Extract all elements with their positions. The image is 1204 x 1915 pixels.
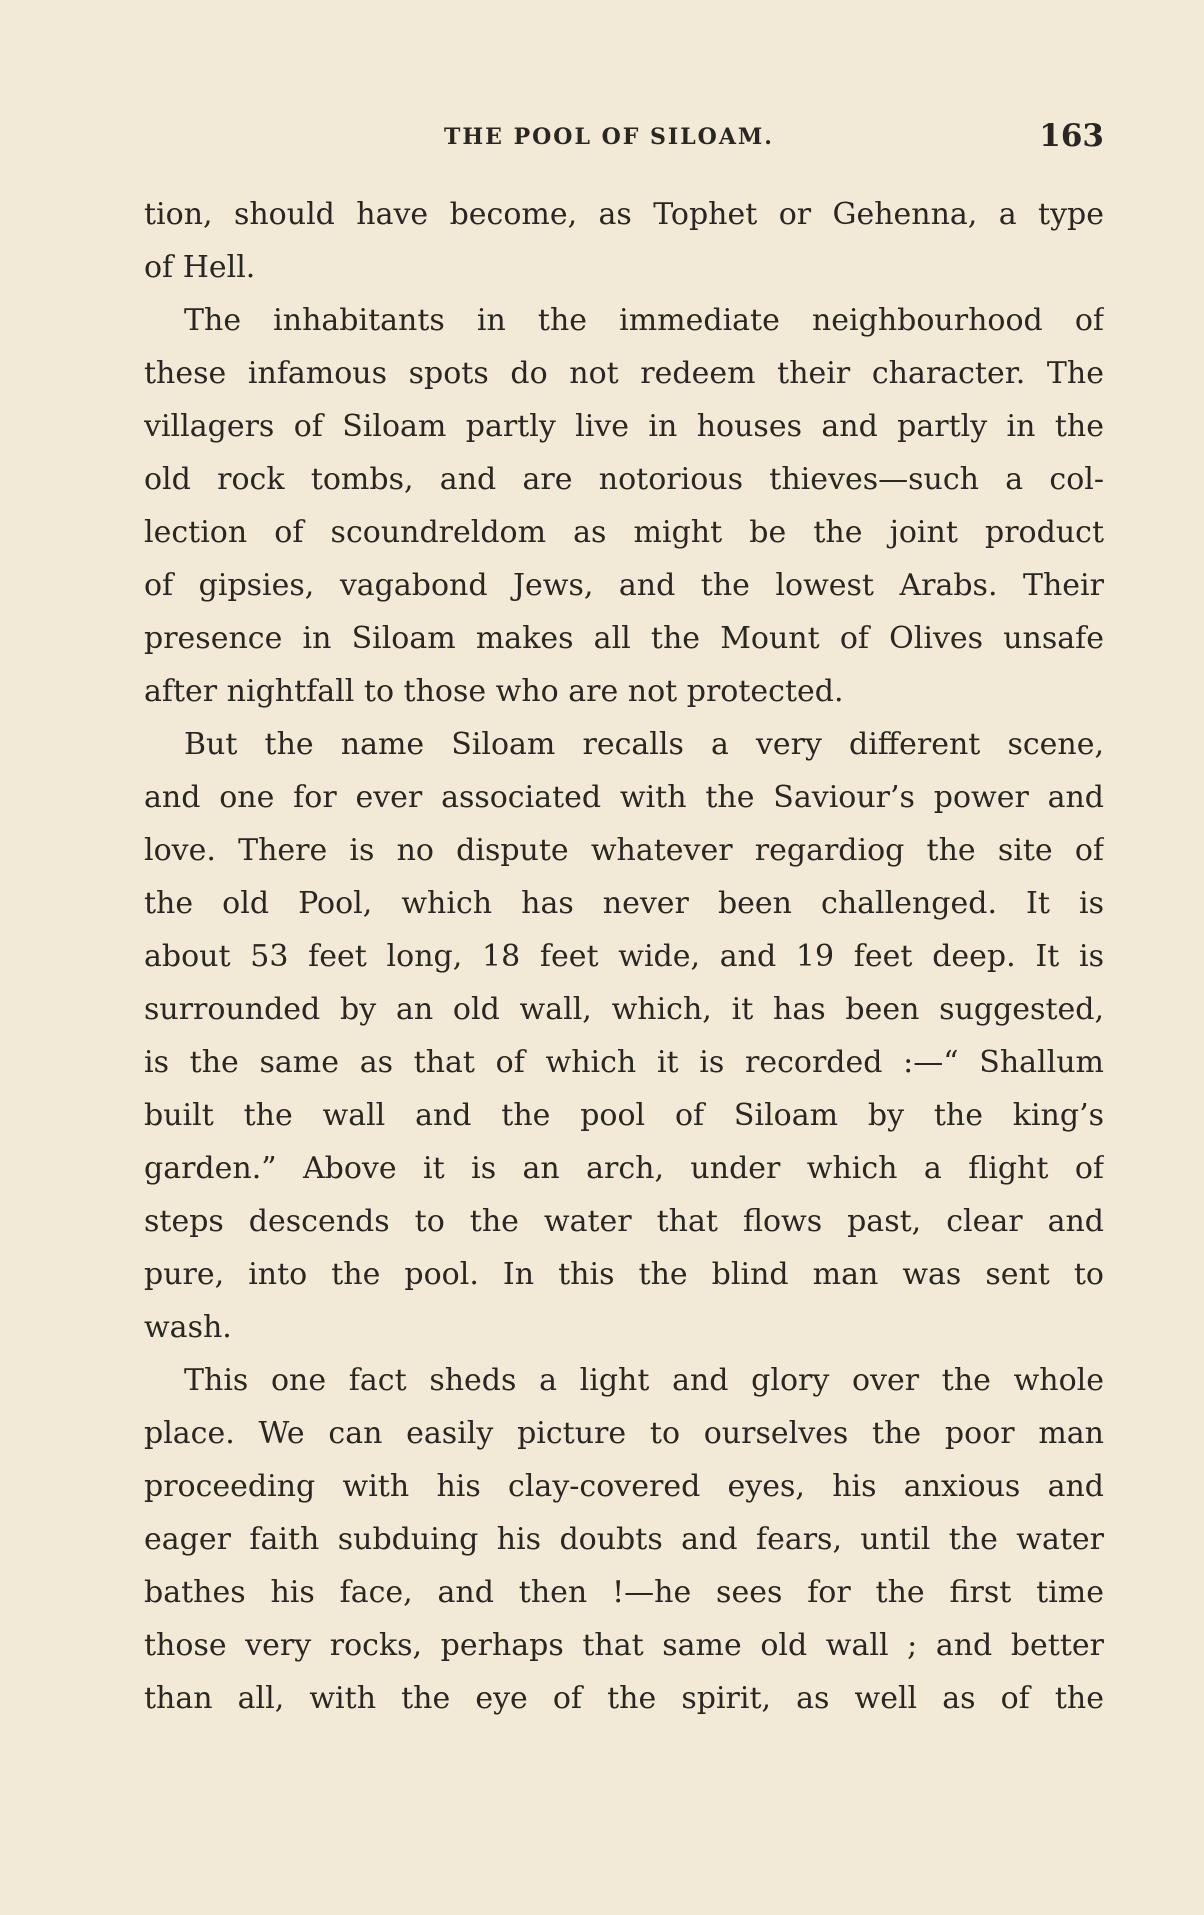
text-line: built the wall and the pool of Siloam by the king’s [144, 1098, 1104, 1133]
text-line: But the name Siloam recalls a very different scene, [184, 727, 1104, 762]
running-title: THE POOL OF SILOAM. [444, 124, 774, 150]
text-line: surrounded by an old wall, which, it has been suggested, [144, 992, 1104, 1027]
text-line: villagers of Siloam partly live in houses and partly in the [144, 409, 1104, 444]
text-line: those very rocks, perhaps that same old wall ; and better [144, 1628, 1104, 1663]
text-line: of Hell. [144, 250, 256, 285]
text-line: place. We can easily picture to ourselves the poor man [144, 1416, 1104, 1451]
body-text [144, 188, 1104, 1725]
page-header [144, 118, 1104, 158]
text-line: wash. [144, 1310, 232, 1345]
text-line: garden.” Above it is an arch, under which a flight of [144, 1151, 1104, 1186]
text-line: pure, into the pool. In this the blind man was sent to [144, 1257, 1104, 1292]
text-line: lection of scoundreldom as might be the joint product [144, 515, 1104, 550]
text-line: love. There is no dispute whatever regardiog the site of [144, 833, 1104, 868]
text-line: and one for ever associated with the Saviour’s power and [144, 780, 1104, 815]
text-line: after nightfall to those who are not protected. [144, 674, 844, 709]
text-line: of gipsies, vagabond Jews, and the lowest Arabs. Their [144, 568, 1104, 603]
text-line: The inhabitants in the immediate neighbourhood of [184, 303, 1104, 338]
page-number: 163 [1039, 118, 1104, 154]
text-line: about 53 feet long, 18 feet wide, and 19 feet deep. It is [144, 939, 1104, 974]
text-line: This one fact sheds a light and glory over the whole [184, 1363, 1104, 1398]
text-line: the old Pool, which has never been challenged. It is [144, 886, 1104, 921]
text-line: presence in Siloam makes all the Mount of Olives unsafe [144, 621, 1104, 656]
text-line: proceeding with his clay-covered eyes, his anxious and [144, 1469, 1104, 1504]
text-line: is the same as that of which it is recorded :—“ Shallum [144, 1045, 1104, 1080]
text-line: tion, should have become, as Tophet or Gehenna, a type [144, 197, 1104, 232]
text-line: these infamous spots do not redeem their character. The [144, 356, 1104, 391]
text-line: steps descends to the water that flows past, clear and [144, 1204, 1104, 1239]
text-line: eager faith subduing his doubts and fears, until the water [144, 1522, 1104, 1557]
text-line: than all, with the eye of the spirit, as well as of the [144, 1681, 1104, 1716]
text-line: bathes his face, and then !—he sees for the first time [144, 1575, 1104, 1610]
text-line: old rock tombs, and are notorious thieves—such a col- [144, 462, 1104, 497]
